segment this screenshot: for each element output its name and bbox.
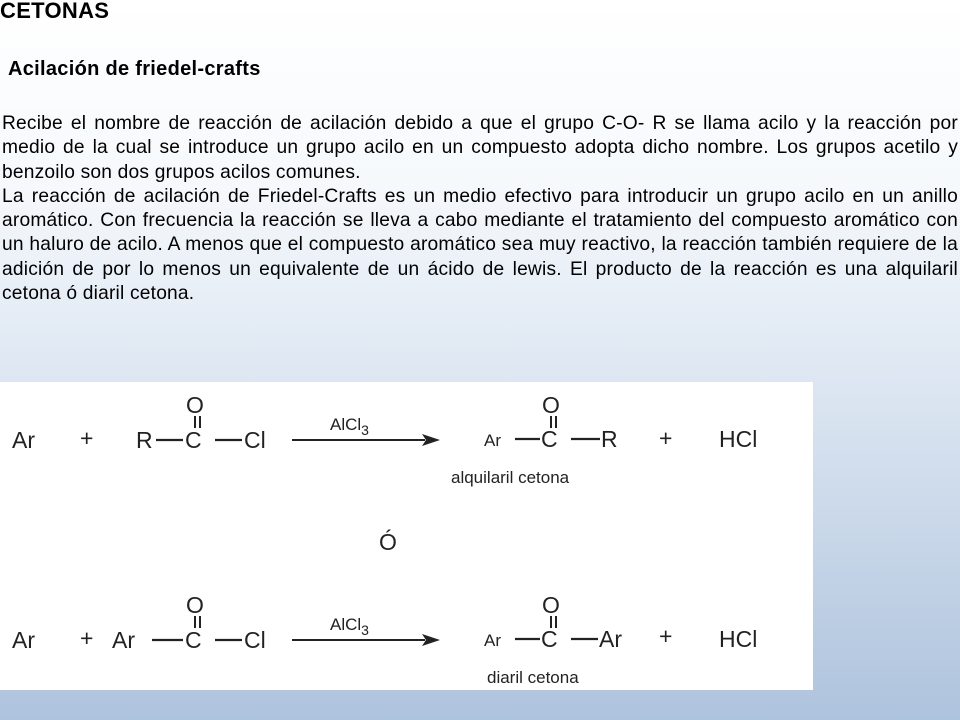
plus-sign: + — [659, 425, 673, 451]
separator-o: Ó — [379, 529, 397, 555]
byproduct-hcl: HCl — [719, 626, 758, 652]
product-carbon: C — [541, 626, 558, 652]
acyl-r-group: R — [136, 427, 153, 453]
carbonyl-carbon: C — [185, 627, 202, 653]
paragraph-friedel-crafts: La reacción de acilación de Friedel-Crafts es un medio efectivo para introducir un grupo acilo en un anillo aromático. Con frecuencia la reacción se lleva a cabo mediante el tratamiento del compuesto aromático con un haluro de acilo. A menos que el compuesto aromático sea muy reactivo, la reacción también requiere de la adición de por lo menos un equivalente de un ácido de lewis. El producto de la reacción es una alquilaril cetona ó diaril cetona. — [2, 185, 958, 305]
byproduct-hcl: HCl — [719, 426, 758, 452]
reaction-figure — [0, 382, 813, 690]
product-carbon: C — [541, 426, 558, 452]
chlorine: Cl — [244, 427, 266, 453]
slide-title: CETONAS — [0, 0, 110, 23]
body-text — [2, 112, 958, 306]
chlorine: Cl — [244, 627, 266, 653]
reactant-ar: Ar — [12, 427, 35, 453]
reaction-1 — [12, 392, 757, 487]
product-label: alquilaril cetona — [451, 468, 570, 487]
plus-sign: + — [659, 623, 673, 649]
catalyst-alcl3: AlCl$_3$ — [330, 615, 369, 638]
carbonyl-oxygen: O — [186, 392, 204, 418]
carbonyl-oxygen: O — [186, 592, 204, 618]
product-oxygen: O — [542, 392, 560, 418]
reaction-scheme — [0, 382, 813, 690]
product-ar: Ar — [484, 631, 501, 650]
plus-sign: + — [80, 625, 94, 651]
section-heading: Acilación de friedel-crafts — [8, 58, 261, 80]
carbonyl-carbon: C — [185, 427, 202, 453]
reaction-2 — [12, 592, 757, 687]
reactant-ar: Ar — [12, 627, 35, 653]
product-ar: Ar — [484, 431, 501, 450]
catalyst-alcl3: AlCl$_3$ — [330, 415, 369, 438]
product-oxygen: O — [542, 592, 560, 618]
product-label: diaril cetona — [487, 668, 579, 687]
paragraph-acilo-definition: Recibe el nombre de reacción de acilación debido a que el grupo C-O- R se llama acilo y la reacción por medio de la cual se introduce un grupo acilo en un compuesto adopta dicho nombre. Los grupos acetilo y benzoilo son dos grupos acilos comunes. — [2, 113, 958, 183]
product-r-group: R — [601, 426, 618, 452]
acyl-ar-group: Ar — [112, 627, 135, 653]
plus-sign: + — [80, 425, 94, 451]
product-ar2: Ar — [599, 626, 622, 652]
